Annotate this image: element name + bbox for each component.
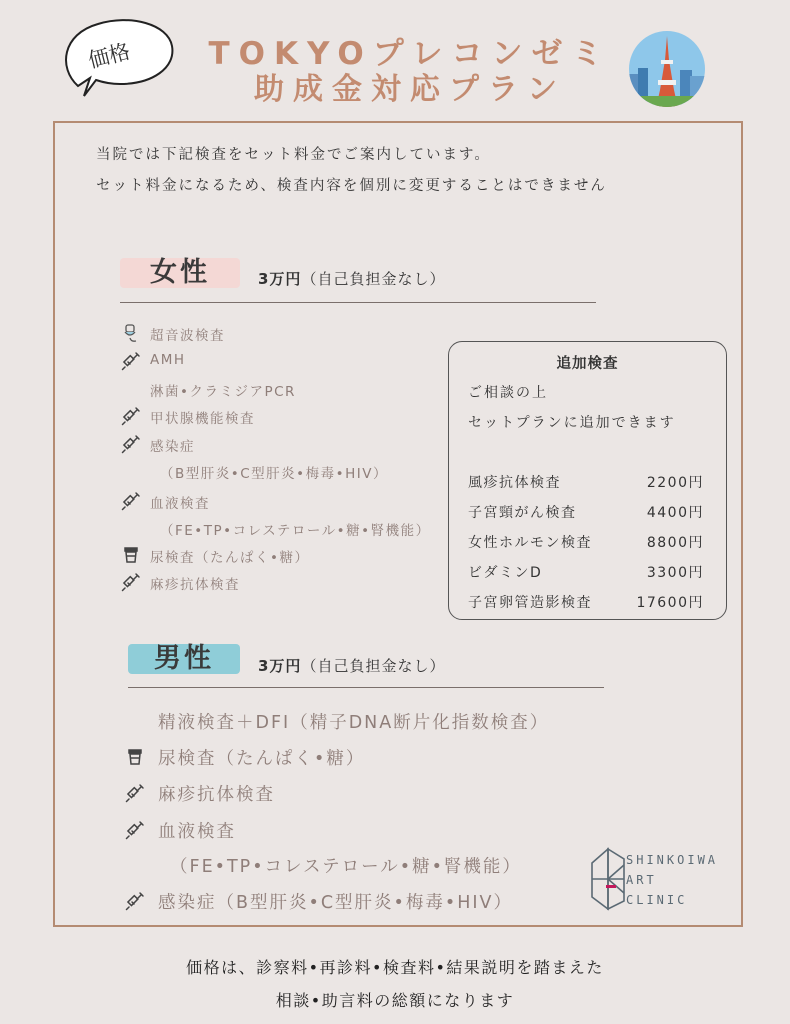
intro-line1: 当院では下記検査をセット料金でご案内しています。 xyxy=(96,147,491,163)
logo-text-line3: CLINIC xyxy=(626,893,688,907)
female-tag: 女性 xyxy=(120,258,240,288)
male-price xyxy=(258,655,445,676)
female-item: AMH xyxy=(150,352,186,368)
test-price: 4400円 xyxy=(646,505,704,521)
male-item: （FE•TP•コレステロール•糖•腎機能） xyxy=(170,857,522,877)
male-item: 尿検査（たんぱく•糖） xyxy=(158,749,366,769)
syringe-icon xyxy=(125,820,145,840)
female-item: 尿検査（たんぱく•糖） xyxy=(150,550,310,566)
additional-line1: ご相談の上 xyxy=(468,385,548,401)
logo-text-line2: ART xyxy=(626,873,657,887)
syringe-icon xyxy=(121,351,141,371)
syringe-icon xyxy=(125,783,145,803)
male-item: 感染症（B型肝炎•C型肝炎•梅毒•HIV） xyxy=(158,893,513,913)
urine-cup-icon xyxy=(125,747,145,767)
test-price: 8800円 xyxy=(646,535,704,551)
male-price-note: （自己負担金なし） xyxy=(301,657,446,675)
test-name: 風疹抗体検査 xyxy=(468,475,561,491)
syringe-icon xyxy=(125,891,145,911)
test-price: 17600円 xyxy=(636,595,704,611)
urine-cup-icon xyxy=(121,545,141,565)
female-item: 感染症 xyxy=(150,439,195,455)
male-item: 精液検査＋DFI（精子DNA断片化指数検査） xyxy=(158,713,550,733)
test-name: ビダミンD xyxy=(468,565,543,581)
female-item: （B型肝炎•C型肝炎•梅毒•HIV） xyxy=(160,466,388,482)
female-price-amount: 3万円 xyxy=(258,270,302,288)
female-item: 淋菌•クラミジアPCR xyxy=(150,384,296,400)
page-title-line1: TOKYOプレコンゼミ xyxy=(208,36,612,72)
additional-tests-box xyxy=(448,341,727,620)
additional-title: 追加検査 xyxy=(556,356,619,372)
syringe-icon xyxy=(121,491,141,511)
male-item: 血液検査 xyxy=(158,822,236,842)
clinic-logo-icon xyxy=(588,845,628,913)
test-name: 子宮頸がん検査 xyxy=(468,505,577,521)
male-tag: 男性 xyxy=(128,644,240,674)
ultrasound-icon xyxy=(121,323,141,343)
page-title-line2: 助成金対応プラン xyxy=(254,72,566,107)
intro-line2: セット料金になるため、検査内容を個別に変更することはできません xyxy=(96,178,607,194)
female-item: 血液検査 xyxy=(150,496,210,512)
male-price-amount: 3万円 xyxy=(258,657,302,675)
test-price: 3300円 xyxy=(646,565,704,581)
syringe-icon xyxy=(121,572,141,592)
tokyo-tower-icon xyxy=(628,30,706,108)
female-divider xyxy=(120,302,596,303)
female-price-note: （自己負担金なし） xyxy=(301,270,446,288)
test-price: 2200円 xyxy=(646,475,704,491)
female-item: 麻疹抗体検査 xyxy=(150,577,240,593)
male-item: 麻疹抗体検査 xyxy=(158,785,275,805)
female-item: （FE•TP•コレステロール•糖•腎機能） xyxy=(160,523,431,539)
syringe-icon xyxy=(121,434,141,454)
footer-line1: 価格は、診察料•再診料•検査料•結果説明を踏まえた xyxy=(186,958,604,977)
test-name: 女性ホルモン検査 xyxy=(468,535,592,551)
male-divider xyxy=(128,687,604,688)
syringe-icon xyxy=(121,406,141,426)
female-item: 超音波検査 xyxy=(150,328,225,344)
additional-line2: セットプランに追加できます xyxy=(468,415,676,431)
bubble-label: 価格 xyxy=(85,39,133,73)
logo-text-line1: SHINKOIWA xyxy=(626,853,719,867)
footer-line2: 相談•助言料の総額になります xyxy=(275,991,515,1010)
female-price xyxy=(258,268,445,289)
test-name: 子宮卵管造影検査 xyxy=(468,595,592,611)
female-item: 甲状腺機能検査 xyxy=(150,411,255,427)
